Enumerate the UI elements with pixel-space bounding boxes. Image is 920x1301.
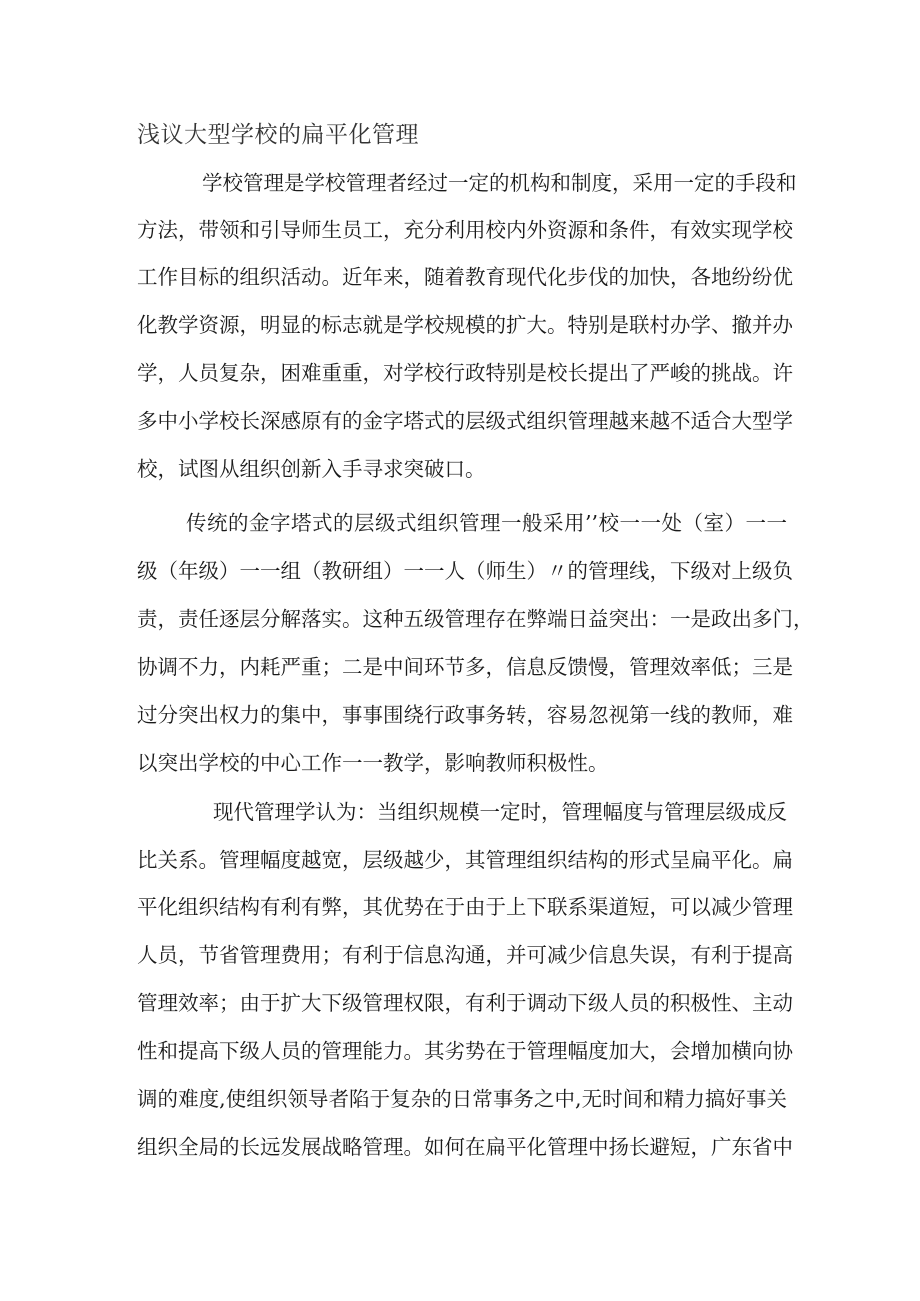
paragraph-1-line-1: 学校管理是学校管理者经过一定的机构和制度，采用一定的手段和 bbox=[202, 171, 797, 195]
paragraph-3-line-5: 管理效率；由于扩大下级管理权限，有利于调动下级人员的积极性、主动 bbox=[137, 991, 793, 1015]
paragraph-3-line-1: 现代管理学认为：当组织规模一定时，管理幅度与管理层级成反 bbox=[213, 800, 787, 824]
paragraph-3-line-8: 组织全局的长远发展战略管理。如何在扁平化管理中扬长避短，广东省中 bbox=[137, 1135, 793, 1159]
paragraph-3-line-4: 人员，节省管理费用；有利于信息沟通，并可减少信息失误，有利于提高 bbox=[137, 943, 793, 967]
paragraph-1-line-7: 校，试图从组织创新入手寻求突破口。 bbox=[137, 457, 486, 481]
paragraph-3-line-2: 比关系。管理幅度越宽，层级越少，其管理组织结构的形式呈扁平化。扁 bbox=[137, 848, 793, 872]
paragraph-1-line-6: 多中小学校长深感原有的金字塔式的层级式组织管理越来越不适合大型学 bbox=[137, 409, 793, 433]
paragraph-2-line-6: 以突出学校的中心工作一一教学，影响教师积极性。 bbox=[137, 751, 609, 775]
paragraph-2-line-5: 过分突出权力的集中，事事围绕行政事务转，容易忽视第一线的教师，难 bbox=[137, 703, 793, 727]
paragraph-3-line-6: 性和提高下级人员的管理能力。其劣势在于管理幅度加大，会增加横向协 bbox=[137, 1039, 793, 1063]
paragraph-3-line-3: 平化组织结构有利有弊，其优势在于由于上下联系渠道短，可以减少管理 bbox=[137, 895, 793, 919]
paragraph-1-line-5: 学，人员复杂，困难重重，对学校行政特别是校长提出了严峻的挑战。许 bbox=[137, 361, 793, 385]
paragraph-2-line-4: 协调不力，内耗严重；二是中间环节多，信息反馈慢，管理效率低；三是 bbox=[137, 655, 793, 679]
paragraph-1-line-4: 化教学资源，明显的标志就是学校规模的扩大。特别是联村办学、撤并办 bbox=[137, 313, 793, 337]
paragraph-1-line-3: 工作目标的组织活动。近年来，随着教育现代化步伐的加快，各地纷纷优 bbox=[137, 265, 793, 289]
paragraph-2-line-3: 责，责任逐层分解落实。这种五级管理存在弊端日益突出：一是政出多门， bbox=[137, 607, 814, 631]
paragraph-2-line-1: 传统的金字塔式的层级式组织管理一般采用’’校一一处（室）一一 bbox=[186, 511, 787, 535]
paragraph-2-line-2: 级（年级）一一组（教研组）一一人（师生）〃的管理线，下级对上级负 bbox=[137, 559, 793, 583]
document-title: 浅议大型学校的扁平化管理 bbox=[137, 122, 419, 148]
paragraph-3-line-7: 调的难度,使组织领导者陷于复杂的日常事务之中,无时间和精力搞好事关 bbox=[137, 1087, 787, 1111]
paragraph-1-line-2: 方法，带领和引导师生员工，充分利用校内外资源和条件，有效实现学校 bbox=[137, 218, 793, 242]
